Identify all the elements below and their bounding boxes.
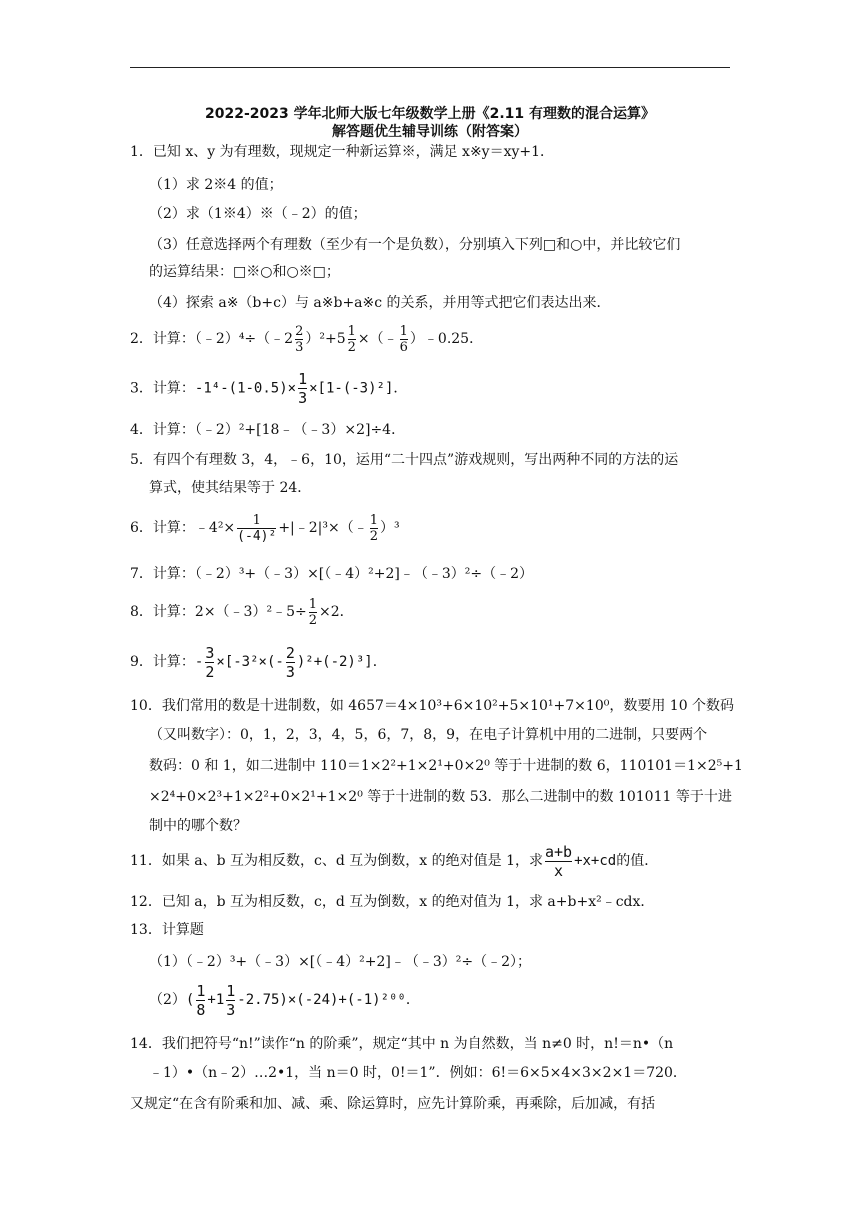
q3-expr-b: -1⁴-(1-0.5)× (194, 380, 297, 397)
q11-f-num: a+b (544, 842, 573, 861)
q5-line1: 5．有四个有理数 3，4，﹣6，10，运用“二十四点”游戏规则，写出两种不同的方法的运 (130, 452, 679, 468)
q9-expr-b: ×[-3²×(- (216, 654, 284, 670)
q1-part3: （3）任意选择两个有理数（至少有一个是负数），分别填入下列□和○中，并比较它们 (149, 237, 681, 253)
q11-f-den: x (545, 861, 572, 880)
q9-f1-num: 3 (205, 643, 215, 662)
q10-line5: 制中的哪个数？ (149, 818, 247, 834)
q9-fraction-2 (286, 644, 295, 681)
q2-fraction-1 (295, 324, 303, 355)
q11-fraction (545, 843, 572, 880)
q13-p2-open: ( (185, 992, 195, 1008)
q14-line3: 又规定“在含有阶乘和加、减、乘、除运算时，应先计算阶乘，再乘除，后加减，有括 (130, 1096, 656, 1112)
q2-f3-den: 6 (399, 339, 408, 355)
q10-line4: ×2⁴+0×2³+1×2²+0×2¹+1×2⁰ 等于十进制的数 53．那么二进制中的数 101011 等于十进 (149, 789, 732, 805)
q9 (130, 642, 387, 682)
document-title: 2022-2023 学年北师大版七年级数学上册《2.11 有理数的混合运算》 (204, 106, 656, 122)
q2-text-c: ×（﹣ (357, 331, 398, 347)
q2-fraction-2 (348, 324, 356, 355)
q6-text-c: ）³ (380, 520, 400, 536)
q2-f3-num: 1 (399, 323, 408, 339)
q13-part2 (149, 980, 420, 1020)
q13-f2-num: 1 (226, 981, 236, 1000)
q9-minus: - (194, 654, 204, 670)
q8 (130, 594, 354, 630)
q2-text-a: 2．计算：（﹣2）⁴÷（﹣2 (130, 331, 294, 347)
q8-text-b: ×2． (318, 604, 354, 620)
q2-f1-num: 2 (295, 323, 304, 339)
q1-part3-cont: 的运算结果：□※○和○※□； (149, 264, 340, 280)
q6-f2-num: 1 (369, 512, 379, 528)
q3-f-den: 3 (298, 389, 308, 407)
q6-text-b: +|﹣2|³×（﹣ (278, 520, 368, 536)
q2-f1-den: 3 (295, 339, 304, 355)
q13-fraction-2 (226, 982, 235, 1019)
q6-f1-num: 1 (252, 512, 261, 528)
q8-f-num: 1 (308, 596, 317, 612)
q3-expr-c: ×[1-(-3)²]． (309, 380, 408, 397)
q13-p2-mid: +1 (207, 992, 225, 1008)
q13-f1-den: 8 (196, 1000, 206, 1019)
q6-f1-den: (-4)² (237, 528, 277, 544)
q13-part1: （1）（﹣2）³+（﹣3）×[（﹣4）²+2]﹣（﹣3）²÷（﹣2）； (149, 954, 532, 970)
q3 (130, 370, 407, 407)
q2-f2-num: 1 (347, 323, 356, 339)
q9-fraction-1 (205, 644, 214, 681)
q2 (130, 322, 483, 356)
header-rule (130, 67, 730, 68)
q7: 7．计算：（﹣2）³+（﹣3）×[（﹣4）²+2]﹣（﹣3）²÷（﹣2） (130, 566, 534, 582)
q6-text-a: 6．计算：﹣4²× (130, 520, 236, 536)
q1-part2: （2）求（1※4）※（﹣2）的值； (149, 206, 367, 222)
q8-text-a: 8．计算：2×（﹣3）²﹣5÷ (130, 604, 307, 620)
q10-line2: （又叫数字）：0，1，2，3，4，5，6，7，8，9，在电子计算机中用的二进制，只要两个 (149, 727, 708, 743)
q3-fraction (298, 370, 307, 407)
q13-fraction-1 (196, 982, 205, 1019)
q14-line2: ﹣1）•（n﹣2）…2•1，当 n＝0 时，0!＝1”．例如：6!＝6×5×4×3×2×1＝720． (149, 1065, 687, 1081)
q9-expr-c: )²+(-2)³]． (296, 654, 387, 670)
q14-line1: 14．我们把符号“n!”读作“n 的阶乘”，规定“其中 n 为自然数，当 n≠0 时，n!＝n•（n (130, 1036, 674, 1052)
q13-f2-den: 3 (226, 1000, 236, 1019)
q13-f1-num: 1 (196, 981, 206, 1000)
q9-f1-den: 2 (205, 662, 215, 681)
q13-stem: 13．计算题 (130, 922, 204, 938)
q11-text-a: 11．如果 a、b 互为相反数，c、d 互为倒数，x 的绝对值是 1，求 (130, 853, 543, 869)
q2-text-d: ）﹣0.25． (409, 331, 484, 347)
q6-fraction-2 (370, 513, 378, 544)
q1-stem: 1．已知 x、y 为有理数，现规定一种新运算※，满足 x※y＝xy+1． (130, 144, 555, 160)
q8-f-den: 2 (308, 612, 317, 628)
q3-f-num: 1 (298, 370, 308, 388)
q6-f2-den: 2 (369, 528, 379, 544)
q10-line3: 数码：0 和 1，如二进制中 110＝1×2²+1×2¹+0×2⁰ 等于十进制的数 6，110101＝1×2⁵+1 (149, 758, 743, 774)
q2-text-b: ）²+5 (305, 331, 346, 347)
q6-fraction-1 (237, 513, 276, 544)
q9-f2-den: 3 (285, 662, 295, 681)
q11 (130, 842, 658, 880)
q1-part4: （4）探索 a※（b+c）与 a※b+a※c 的关系，并用等式把它们表达出来． (149, 295, 611, 311)
q11-expr-b: +x+cd (574, 853, 617, 869)
q13-p2-label: （2） (149, 992, 186, 1008)
q6 (130, 508, 400, 548)
q9-f2-num: 2 (285, 643, 295, 662)
q10-line1: 10．我们常用的数是十进制数，如 4657＝4×10³+6×10²+5×10¹+7×10⁰，数要用 10 个数码 (130, 698, 735, 714)
q2-fraction-3 (400, 324, 408, 355)
document-subtitle: 解答题优生辅导训练（附答案） (332, 124, 528, 140)
q12: 12．已知 a，b 互为相反数，c，d 互为倒数，x 的绝对值为 1，求 a+b+x²﹣cdx． (130, 894, 655, 910)
q2-f2-den: 2 (347, 339, 356, 355)
q8-fraction (309, 597, 317, 628)
q3-text-a: 3．计算： (130, 380, 195, 397)
q11-text-c: 的值． (616, 853, 659, 869)
q1-part1: （1）求 2※4 的值； (149, 177, 283, 193)
q13-p2-end: -2.75)×(-24)+(-1)²⁰⁰． (237, 992, 420, 1008)
q5-line2: 算式，使其结果等于 24． (149, 480, 312, 496)
q9-text-a: 9．计算： (130, 654, 195, 670)
q4: 4．计算：（﹣2）²+[18﹣（﹣3）×2]÷4． (130, 422, 406, 438)
